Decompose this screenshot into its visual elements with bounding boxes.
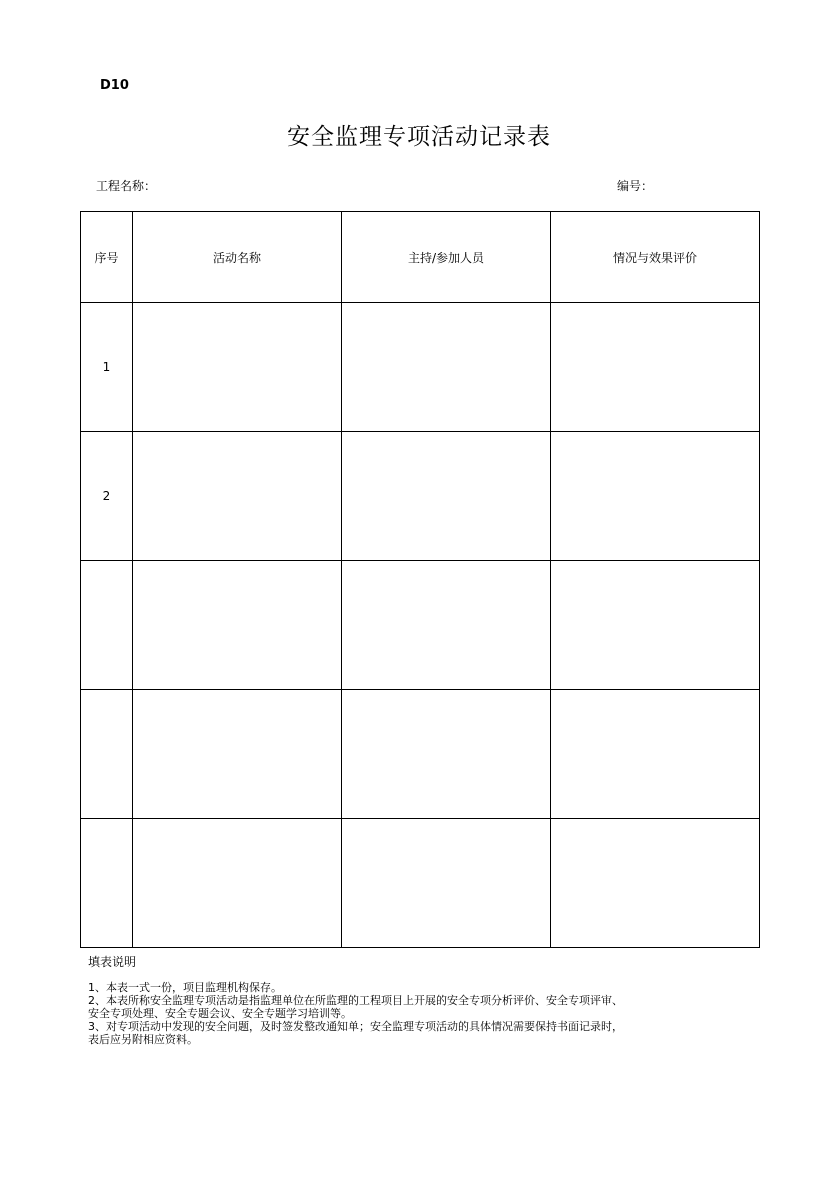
cell-evaluation[interactable] <box>551 561 760 690</box>
table-header-row <box>81 212 760 303</box>
instruction-line: 安全专项处理、安全专题会议、安全专题学习培训等。 <box>88 1007 352 1020</box>
instruction-line: 表后应另附相应资料。 <box>88 1033 198 1046</box>
cell-evaluation[interactable] <box>551 819 760 948</box>
cell-evaluation[interactable] <box>551 432 760 561</box>
instruction-line: 3、对专项活动中发现的安全问题，及时签发整改通知单；安全监理专项活动的具体情况需要保持书面记录时， <box>88 1020 623 1033</box>
cell-participants[interactable] <box>342 690 551 819</box>
table-row <box>81 690 760 819</box>
cell-serial <box>81 561 133 690</box>
filling-instructions <box>88 956 768 1046</box>
cell-serial: 1 <box>81 303 133 432</box>
cell-participants[interactable] <box>342 303 551 432</box>
cell-activity-name[interactable] <box>133 561 342 690</box>
table-row <box>81 561 760 690</box>
table-row <box>81 432 760 561</box>
column-header-serial: 序号 <box>81 212 133 303</box>
cell-evaluation[interactable] <box>551 303 760 432</box>
cell-serial: 2 <box>81 432 133 561</box>
cell-activity-name[interactable] <box>133 303 342 432</box>
cell-activity-name[interactable] <box>133 690 342 819</box>
instructions-heading: 填表说明 <box>88 955 137 969</box>
form-code: D10 <box>100 78 129 93</box>
project-name-label: 工程名称： <box>96 179 157 193</box>
cell-serial <box>81 690 133 819</box>
page-title: 安全监理专项活动记录表 <box>287 124 551 150</box>
column-header-evaluation: 情况与效果评价 <box>551 212 760 303</box>
cell-serial <box>81 819 133 948</box>
table-row <box>81 819 760 948</box>
column-header-participants: 主持/参加人员 <box>342 212 551 303</box>
cell-activity-name[interactable] <box>133 819 342 948</box>
activity-record-table <box>80 211 760 948</box>
table-row <box>81 303 760 432</box>
cell-participants[interactable] <box>342 432 551 561</box>
cell-activity-name[interactable] <box>133 432 342 561</box>
cell-participants[interactable] <box>342 561 551 690</box>
cell-evaluation[interactable] <box>551 690 760 819</box>
document-number-label: 编号： <box>617 179 654 193</box>
instruction-line: 1、本表一式一份，项目监理机构保存。 <box>88 981 282 994</box>
instruction-line: 2、本表所称安全监理专项活动是指监理单位在所监理的工程项目上开展的安全专项分析评价、安全专项评审、 <box>88 994 623 1007</box>
cell-participants[interactable] <box>342 819 551 948</box>
column-header-activity-name: 活动名称 <box>133 212 342 303</box>
